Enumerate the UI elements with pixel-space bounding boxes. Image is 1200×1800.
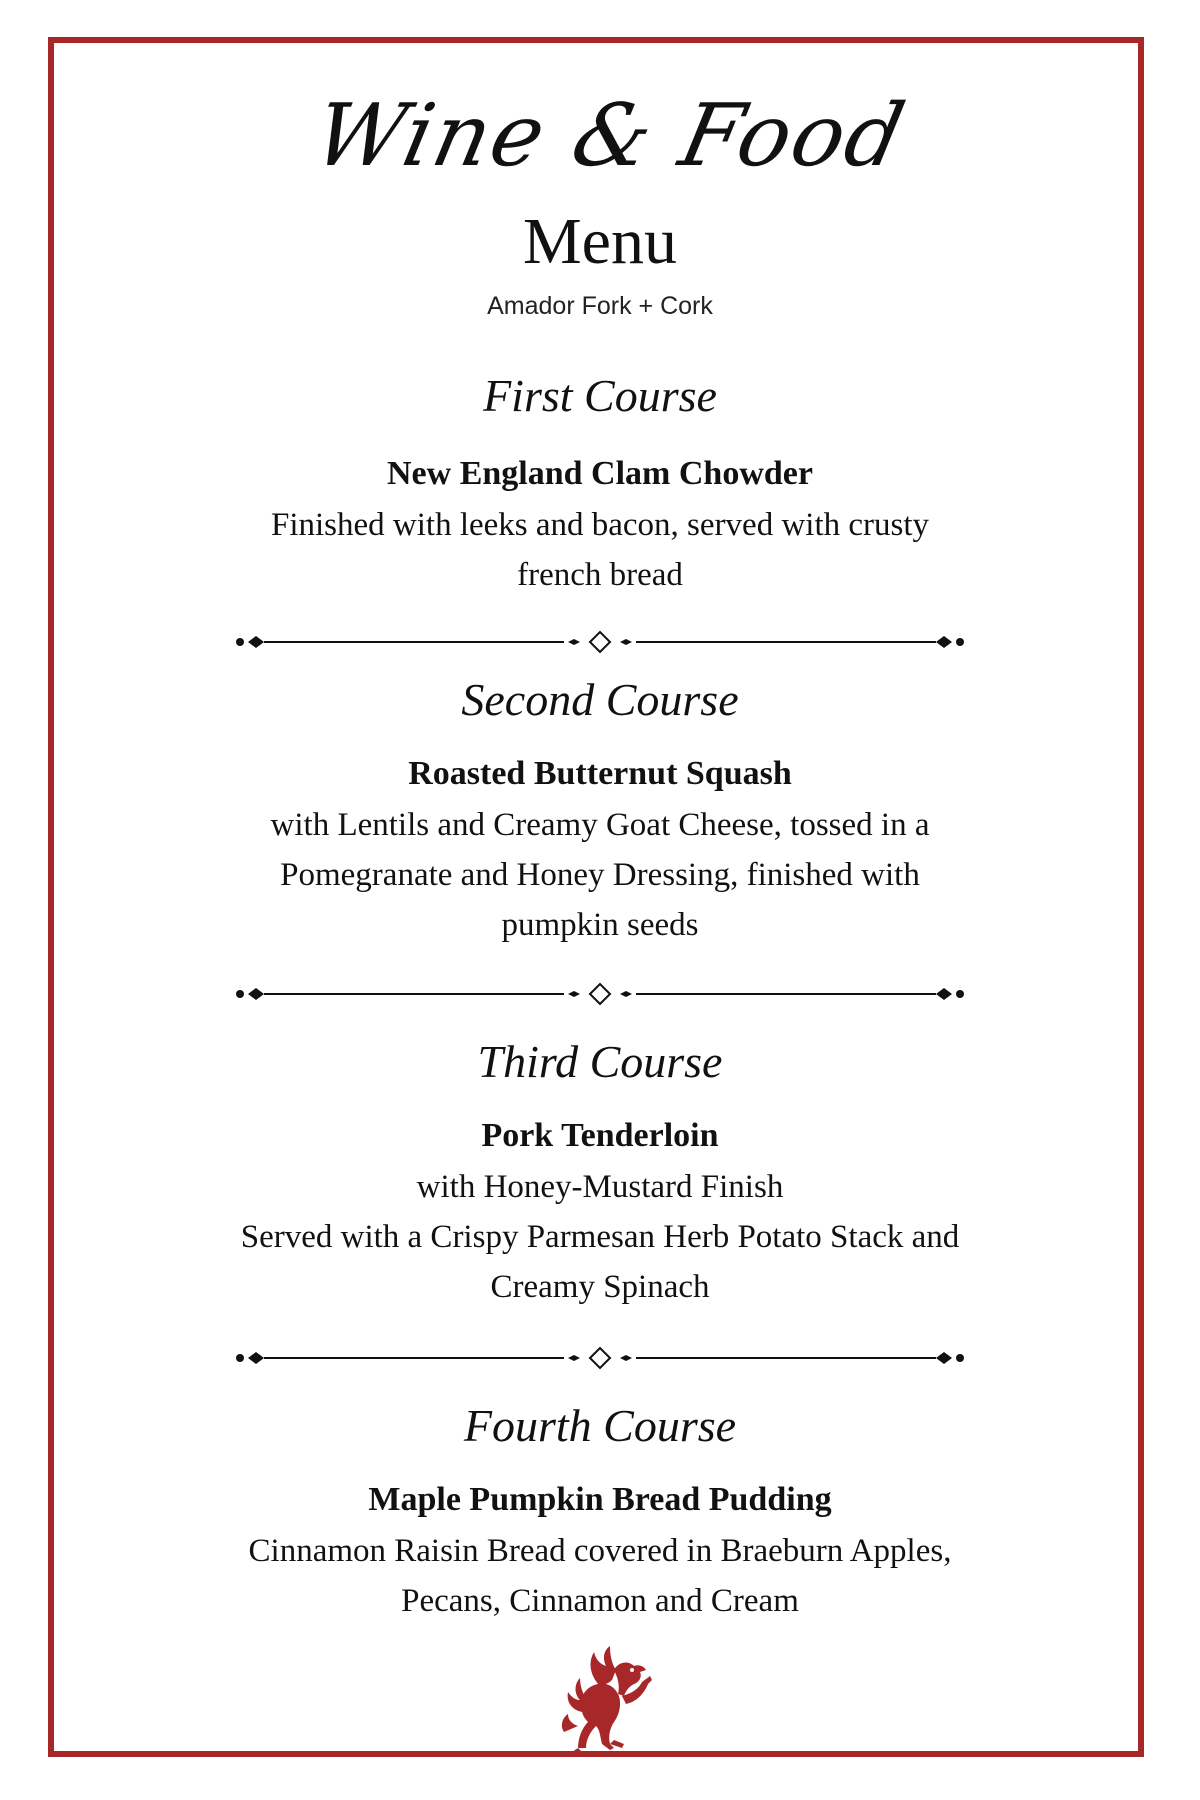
ornamental-divider-icon bbox=[232, 630, 968, 654]
ornamental-divider-icon bbox=[232, 1346, 968, 1370]
dish-desc-second-line-3: pumpkin seeds bbox=[501, 907, 699, 943]
venue-name: Amador Fork + Cork bbox=[487, 292, 713, 320]
page-title: Menu bbox=[523, 205, 677, 278]
dish-desc-third-line-3: Creamy Spinach bbox=[490, 1269, 710, 1305]
dish-desc-first-line-1: Finished with leeks and bacon, served with crusty bbox=[270, 507, 930, 543]
script-title: Wine & Food bbox=[305, 86, 915, 186]
dish-desc-second-line-2: Pomegranate and Honey Dressing, finished with bbox=[280, 857, 920, 893]
dish-desc-third-line-2: Served with a Crispy Parmesan Herb Potato Stack and bbox=[240, 1219, 960, 1255]
dish-desc-fourth-line-2: Pecans, Cinnamon and Cream bbox=[401, 1583, 799, 1619]
ornamental-divider-icon bbox=[232, 982, 968, 1006]
course-title-second: Second Course bbox=[461, 674, 739, 725]
dish-name-second: Roasted Butternut Squash bbox=[408, 755, 792, 792]
griffin-crest-icon bbox=[538, 1640, 666, 1758]
dish-name-fourth: Maple Pumpkin Bread Pudding bbox=[368, 1481, 832, 1518]
dish-desc-first-line-2: french bread bbox=[517, 557, 683, 593]
course-title-fourth: Fourth Course bbox=[463, 1400, 737, 1451]
dish-desc-third-line-1: with Honey-Mustard Finish bbox=[416, 1169, 784, 1205]
course-title-third: Third Course bbox=[477, 1036, 723, 1087]
course-title-first: First Course bbox=[483, 370, 717, 421]
dish-name-third: Pork Tenderloin bbox=[481, 1117, 719, 1154]
dish-name-first: New England Clam Chowder bbox=[387, 455, 813, 492]
dish-desc-second-line-1: with Lentils and Creamy Goat Cheese, tossed in a bbox=[270, 807, 930, 843]
dish-desc-fourth-line-1: Cinnamon Raisin Bread covered in Braeburn Apples, bbox=[248, 1533, 952, 1569]
